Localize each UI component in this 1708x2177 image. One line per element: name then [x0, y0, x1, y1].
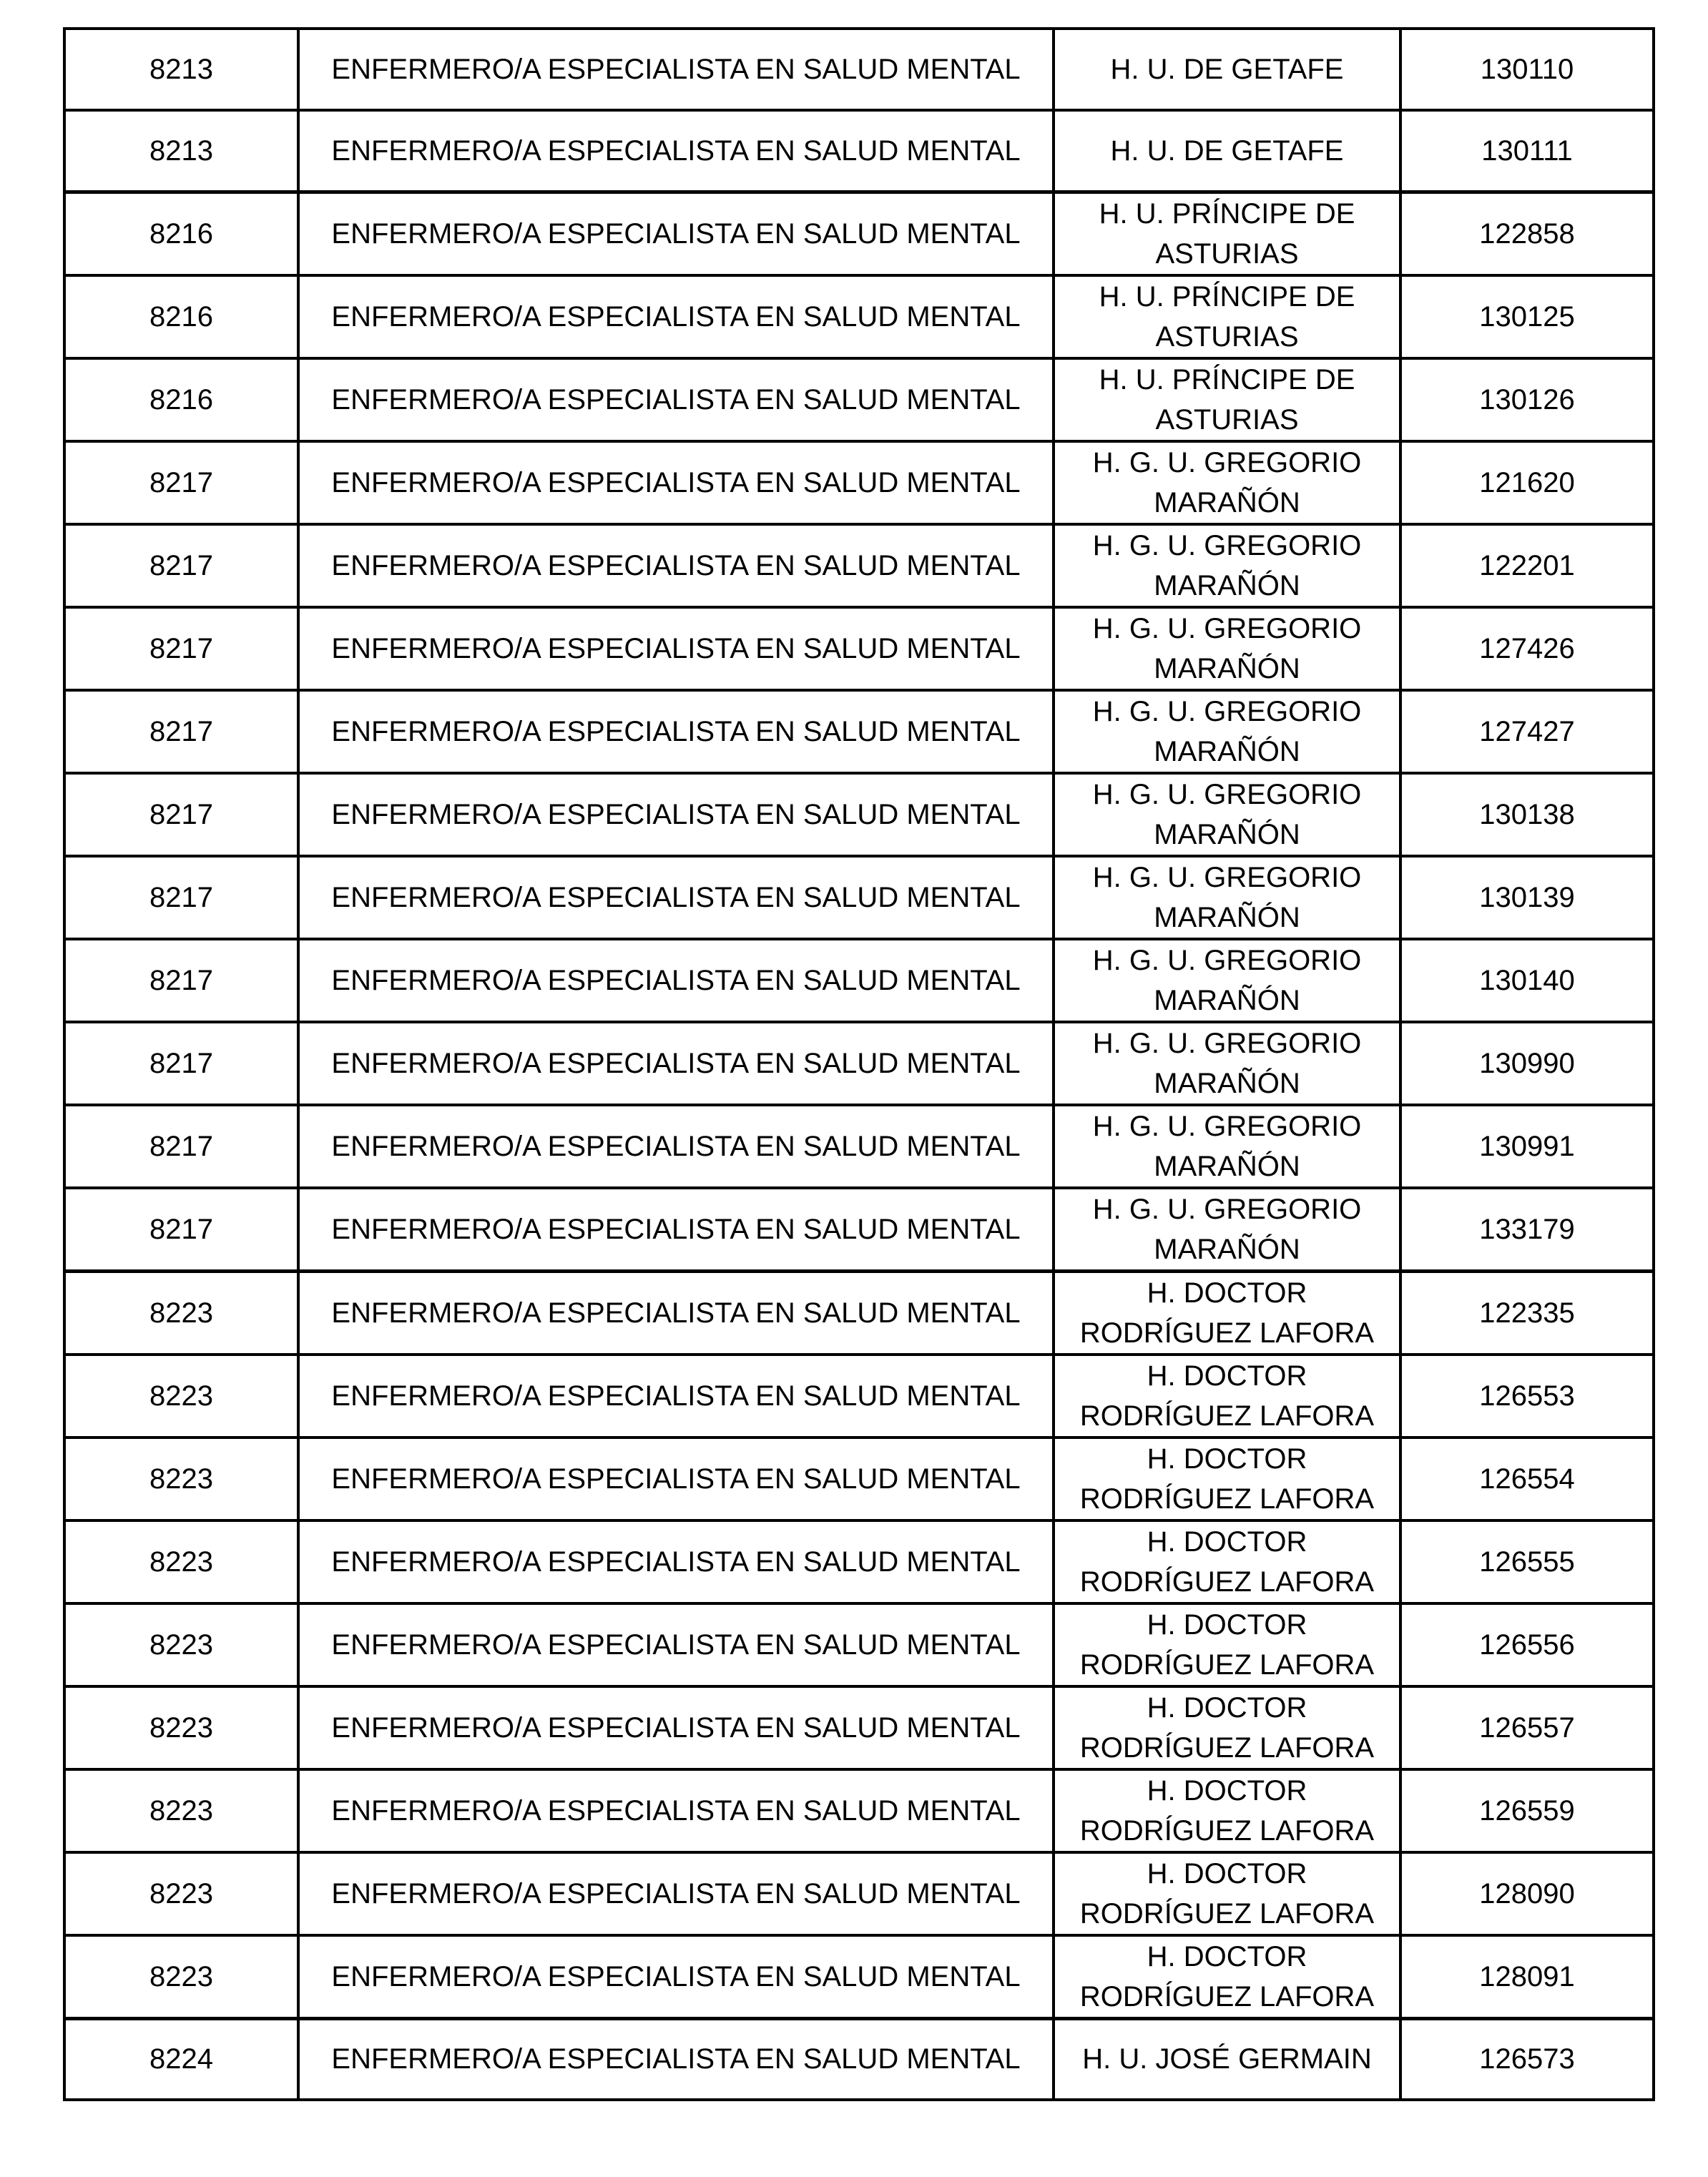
table-row: [64, 192, 1654, 275]
cell-category: ENFERMERO/A ESPECIALISTA EN SALUD MENTAL: [298, 192, 1054, 275]
cell-number: 122858: [1400, 192, 1654, 275]
cell-category: ENFERMERO/A ESPECIALISTA EN SALUD MENTAL: [298, 1935, 1054, 2019]
cell-number: 130110: [1400, 29, 1654, 110]
cell-code: 8223: [64, 1935, 298, 2019]
cell-code: 8217: [64, 607, 298, 690]
cell-code: 8217: [64, 441, 298, 524]
cell-center: H. DOCTOR RODRÍGUEZ LAFORA: [1054, 1769, 1400, 1852]
cell-center: H. G. U. GREGORIO MARAÑÓN: [1054, 441, 1400, 524]
cell-number: 130140: [1400, 939, 1654, 1022]
table-row: [64, 856, 1654, 939]
cell-category: ENFERMERO/A ESPECIALISTA EN SALUD MENTAL: [298, 1188, 1054, 1272]
positions-table-container: [63, 27, 1652, 2101]
cell-number: 130991: [1400, 1105, 1654, 1188]
table-row: [64, 441, 1654, 524]
cell-center: H. G. U. GREGORIO MARAÑÓN: [1054, 524, 1400, 607]
cell-center: H. U. PRÍNCIPE DE ASTURIAS: [1054, 358, 1400, 441]
table-row: [64, 1271, 1654, 1355]
cell-number: 126555: [1400, 1520, 1654, 1603]
cell-code: 8213: [64, 110, 298, 192]
table-row: [64, 939, 1654, 1022]
cell-number: 122335: [1400, 1271, 1654, 1355]
cell-center: H. DOCTOR RODRÍGUEZ LAFORA: [1054, 1355, 1400, 1438]
cell-category: ENFERMERO/A ESPECIALISTA EN SALUD MENTAL: [298, 1438, 1054, 1520]
cell-number: 133179: [1400, 1188, 1654, 1272]
cell-code: 8217: [64, 1105, 298, 1188]
cell-code: 8223: [64, 1438, 298, 1520]
cell-center: H. DOCTOR RODRÍGUEZ LAFORA: [1054, 1520, 1400, 1603]
cell-number: 130990: [1400, 1022, 1654, 1105]
positions-table-body: [64, 29, 1654, 2100]
cell-code: 8217: [64, 524, 298, 607]
cell-center: H. G. U. GREGORIO MARAÑÓN: [1054, 856, 1400, 939]
cell-center: H. G. U. GREGORIO MARAÑÓN: [1054, 690, 1400, 773]
cell-category: ENFERMERO/A ESPECIALISTA EN SALUD MENTAL: [298, 1271, 1054, 1355]
cell-center: H. U. DE GETAFE: [1054, 29, 1400, 110]
cell-category: ENFERMERO/A ESPECIALISTA EN SALUD MENTAL: [298, 1769, 1054, 1852]
table-row: [64, 1520, 1654, 1603]
cell-center: H. DOCTOR RODRÍGUEZ LAFORA: [1054, 1438, 1400, 1520]
cell-category: ENFERMERO/A ESPECIALISTA EN SALUD MENTAL: [298, 773, 1054, 856]
cell-code: 8217: [64, 856, 298, 939]
cell-category: ENFERMERO/A ESPECIALISTA EN SALUD MENTAL: [298, 690, 1054, 773]
table-row: [64, 29, 1654, 110]
cell-number: 130139: [1400, 856, 1654, 939]
cell-code: 8217: [64, 939, 298, 1022]
cell-category: ENFERMERO/A ESPECIALISTA EN SALUD MENTAL: [298, 607, 1054, 690]
cell-code: 8223: [64, 1603, 298, 1686]
cell-category: ENFERMERO/A ESPECIALISTA EN SALUD MENTAL: [298, 275, 1054, 358]
cell-code: 8216: [64, 358, 298, 441]
cell-code: 8224: [64, 2018, 298, 2100]
cell-category: ENFERMERO/A ESPECIALISTA EN SALUD MENTAL: [298, 1520, 1054, 1603]
cell-number: 127426: [1400, 607, 1654, 690]
table-row: [64, 358, 1654, 441]
table-row: [64, 1105, 1654, 1188]
table-row: [64, 690, 1654, 773]
cell-category: ENFERMERO/A ESPECIALISTA EN SALUD MENTAL: [298, 110, 1054, 192]
cell-number: 122201: [1400, 524, 1654, 607]
cell-number: 126573: [1400, 2018, 1654, 2100]
cell-category: ENFERMERO/A ESPECIALISTA EN SALUD MENTAL: [298, 441, 1054, 524]
table-row: [64, 2018, 1654, 2100]
cell-number: 126559: [1400, 1769, 1654, 1852]
cell-number: 126556: [1400, 1603, 1654, 1686]
cell-code: 8223: [64, 1520, 298, 1603]
cell-number: 126557: [1400, 1686, 1654, 1769]
cell-code: 8217: [64, 773, 298, 856]
cell-number: 130126: [1400, 358, 1654, 441]
table-row: [64, 1935, 1654, 2019]
cell-number: 127427: [1400, 690, 1654, 773]
cell-category: ENFERMERO/A ESPECIALISTA EN SALUD MENTAL: [298, 1603, 1054, 1686]
cell-center: H. DOCTOR RODRÍGUEZ LAFORA: [1054, 1271, 1400, 1355]
table-row: [64, 1188, 1654, 1272]
cell-number: 130111: [1400, 110, 1654, 192]
cell-code: 8223: [64, 1355, 298, 1438]
cell-center: H. G. U. GREGORIO MARAÑÓN: [1054, 773, 1400, 856]
cell-number: 130138: [1400, 773, 1654, 856]
cell-number: 128091: [1400, 1935, 1654, 2019]
cell-category: ENFERMERO/A ESPECIALISTA EN SALUD MENTAL: [298, 1852, 1054, 1935]
cell-code: 8216: [64, 192, 298, 275]
table-row: [64, 1022, 1654, 1105]
cell-code: 8223: [64, 1271, 298, 1355]
cell-number: 126553: [1400, 1355, 1654, 1438]
cell-category: ENFERMERO/A ESPECIALISTA EN SALUD MENTAL: [298, 1022, 1054, 1105]
cell-center: H. DOCTOR RODRÍGUEZ LAFORA: [1054, 1686, 1400, 1769]
cell-category: ENFERMERO/A ESPECIALISTA EN SALUD MENTAL: [298, 524, 1054, 607]
cell-center: H. G. U. GREGORIO MARAÑÓN: [1054, 607, 1400, 690]
cell-number: 128090: [1400, 1852, 1654, 1935]
cell-category: ENFERMERO/A ESPECIALISTA EN SALUD MENTAL: [298, 1355, 1054, 1438]
cell-center: H. DOCTOR RODRÍGUEZ LAFORA: [1054, 1852, 1400, 1935]
table-row: [64, 524, 1654, 607]
positions-table: [63, 27, 1655, 2101]
table-row: [64, 607, 1654, 690]
table-row: [64, 1438, 1654, 1520]
cell-number: 130125: [1400, 275, 1654, 358]
cell-center: H. G. U. GREGORIO MARAÑÓN: [1054, 939, 1400, 1022]
cell-category: ENFERMERO/A ESPECIALISTA EN SALUD MENTAL: [298, 2018, 1054, 2100]
cell-center: H. U. PRÍNCIPE DE ASTURIAS: [1054, 192, 1400, 275]
table-row: [64, 1769, 1654, 1852]
table-row: [64, 110, 1654, 192]
cell-center: H. G. U. GREGORIO MARAÑÓN: [1054, 1105, 1400, 1188]
cell-category: ENFERMERO/A ESPECIALISTA EN SALUD MENTAL: [298, 358, 1054, 441]
cell-code: 8217: [64, 1188, 298, 1272]
cell-code: 8217: [64, 1022, 298, 1105]
table-row: [64, 1686, 1654, 1769]
cell-category: ENFERMERO/A ESPECIALISTA EN SALUD MENTAL: [298, 29, 1054, 110]
cell-center: H. DOCTOR RODRÍGUEZ LAFORA: [1054, 1603, 1400, 1686]
cell-center: H. U. JOSÉ GERMAIN: [1054, 2018, 1400, 2100]
cell-code: 8223: [64, 1686, 298, 1769]
cell-category: ENFERMERO/A ESPECIALISTA EN SALUD MENTAL: [298, 856, 1054, 939]
cell-code: 8216: [64, 275, 298, 358]
cell-category: ENFERMERO/A ESPECIALISTA EN SALUD MENTAL: [298, 1686, 1054, 1769]
cell-category: ENFERMERO/A ESPECIALISTA EN SALUD MENTAL: [298, 939, 1054, 1022]
table-row: [64, 773, 1654, 856]
table-row: [64, 1355, 1654, 1438]
cell-center: H. U. PRÍNCIPE DE ASTURIAS: [1054, 275, 1400, 358]
table-row: [64, 1603, 1654, 1686]
cell-center: H. DOCTOR RODRÍGUEZ LAFORA: [1054, 1935, 1400, 2019]
cell-number: 126554: [1400, 1438, 1654, 1520]
cell-center: H. U. DE GETAFE: [1054, 110, 1400, 192]
table-row: [64, 275, 1654, 358]
cell-code: 8223: [64, 1769, 298, 1852]
table-row: [64, 1852, 1654, 1935]
cell-code: 8217: [64, 690, 298, 773]
cell-center: H. G. U. GREGORIO MARAÑÓN: [1054, 1022, 1400, 1105]
cell-code: 8223: [64, 1852, 298, 1935]
cell-number: 121620: [1400, 441, 1654, 524]
cell-code: 8213: [64, 29, 298, 110]
cell-category: ENFERMERO/A ESPECIALISTA EN SALUD MENTAL: [298, 1105, 1054, 1188]
cell-center: H. G. U. GREGORIO MARAÑÓN: [1054, 1188, 1400, 1272]
